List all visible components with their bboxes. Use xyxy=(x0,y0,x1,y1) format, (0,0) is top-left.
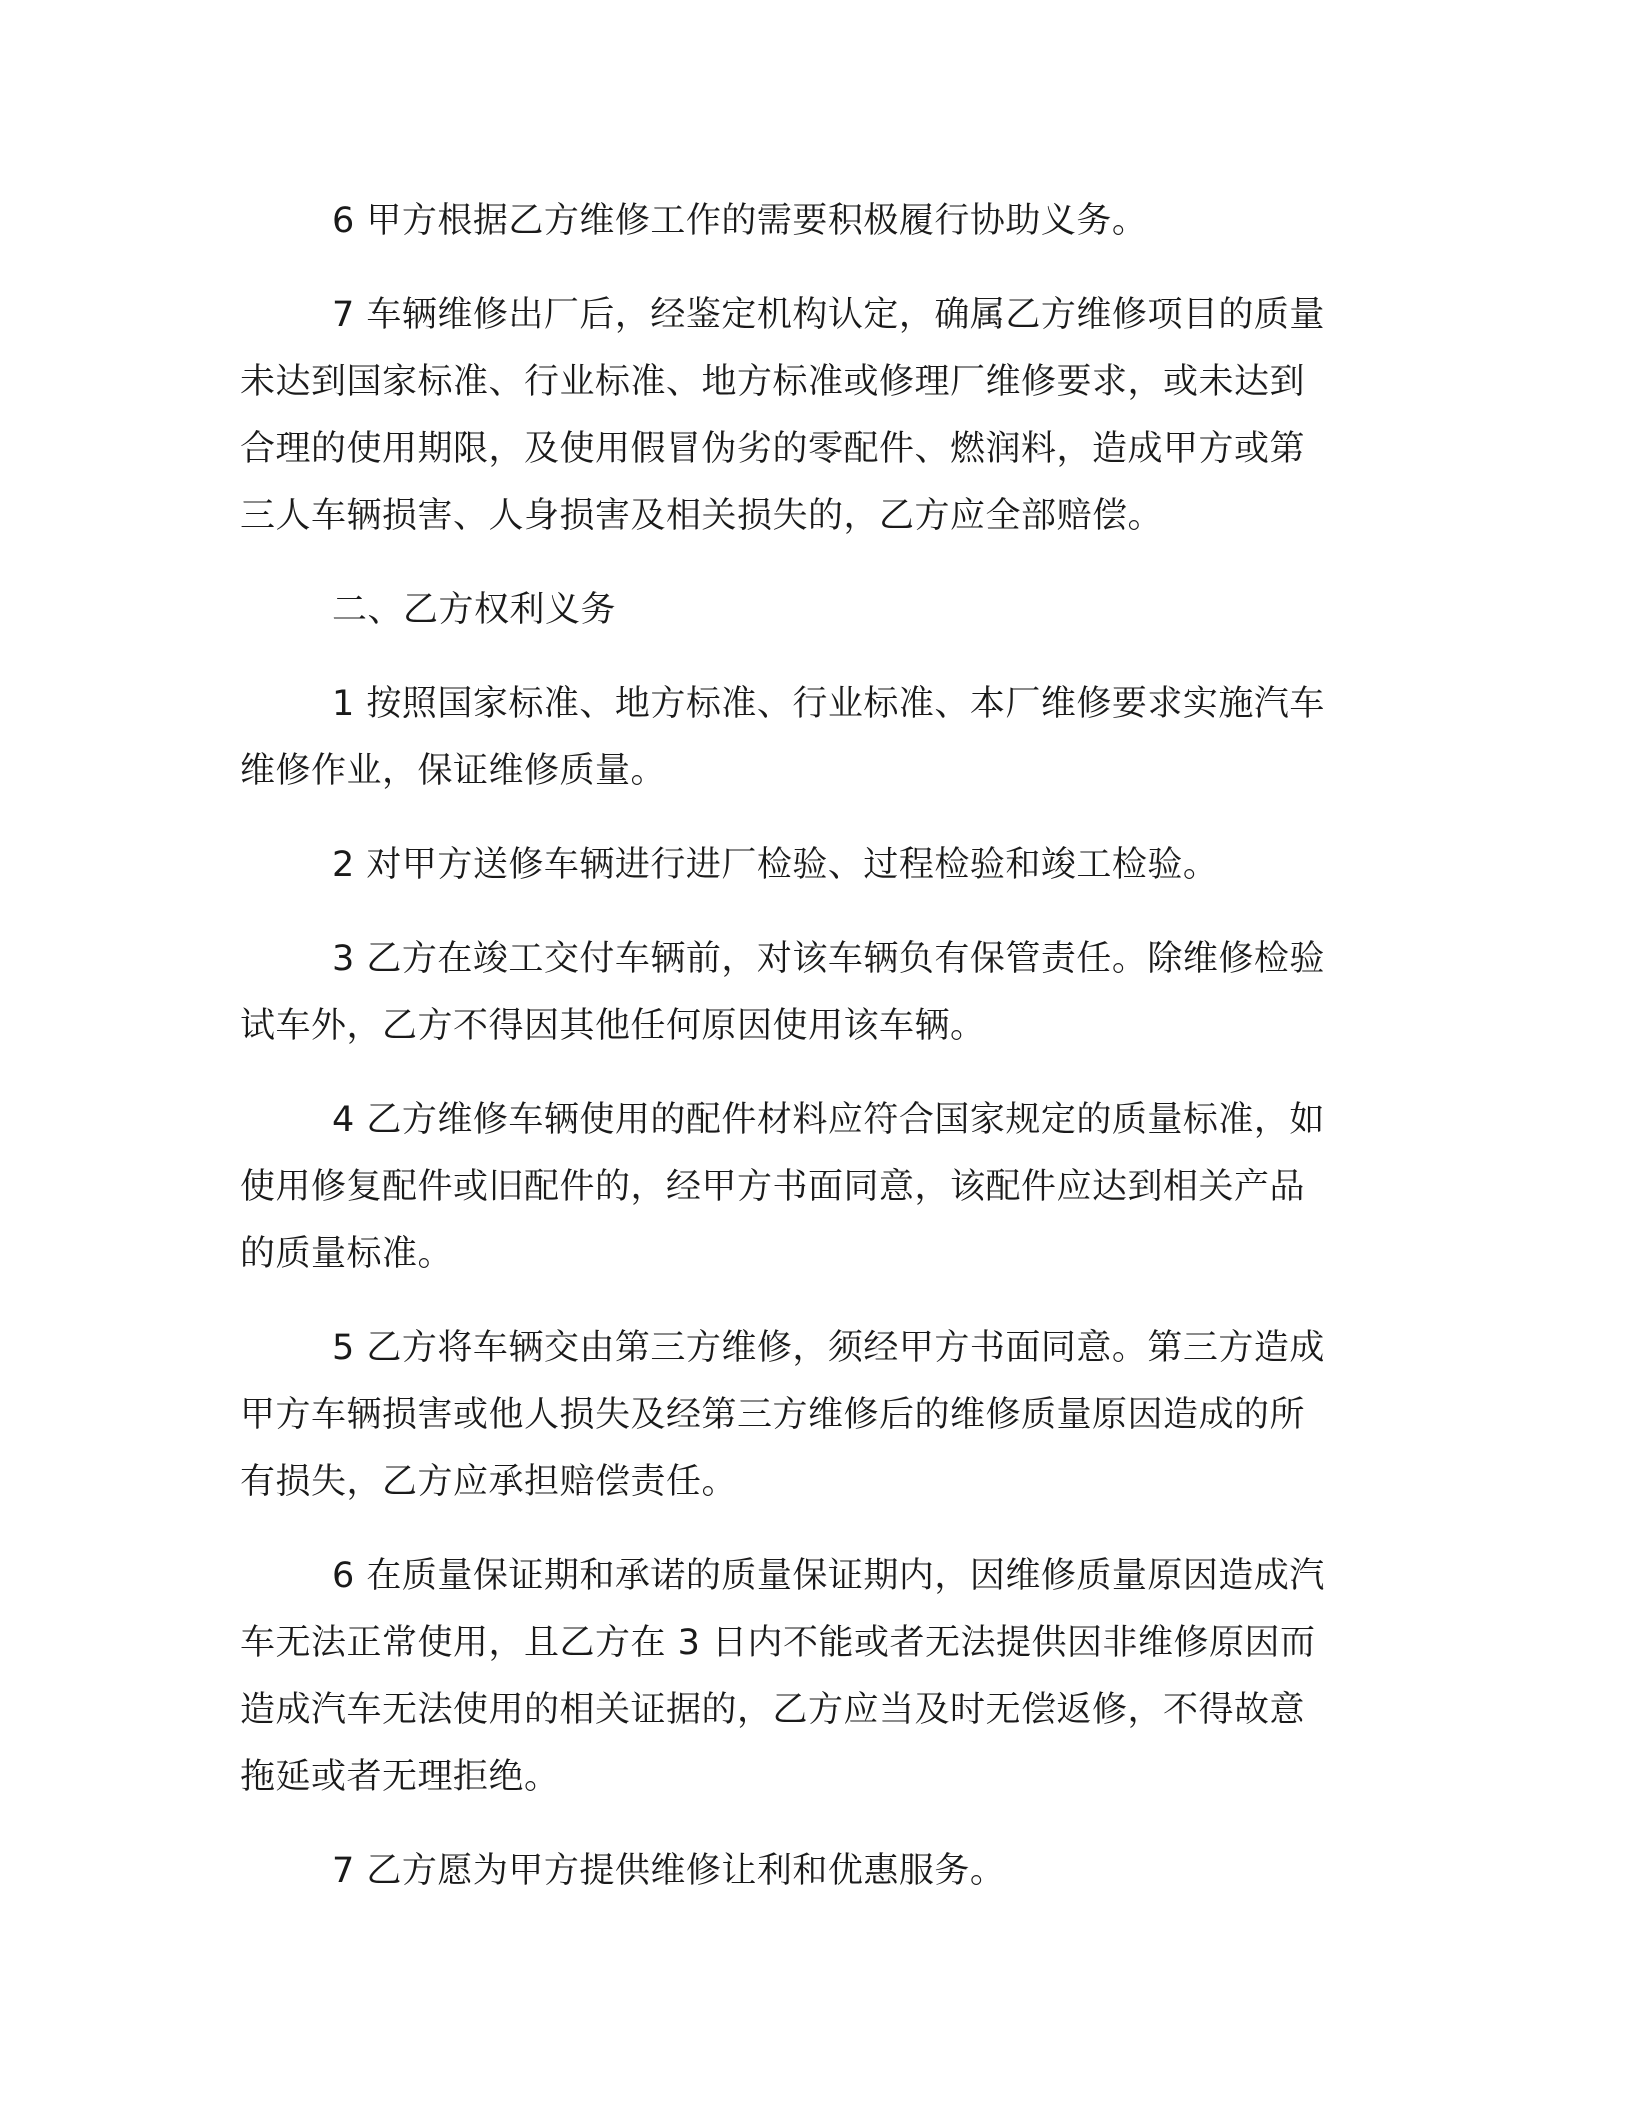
section-heading-party-b-rights xyxy=(240,577,1372,644)
text-line: 试车外，乙方不得因其他任何原因使用该车辆。 xyxy=(240,1006,986,1046)
text-line: 5 乙方将车辆交由第三方维修，须经甲方书面同意。第三方造成 xyxy=(332,1328,1325,1368)
paragraph-party-b-item-6 xyxy=(240,1543,1372,1811)
text-line: 6 在质量保证期和承诺的质量保证期内，因维修质量原因造成汽 xyxy=(332,1556,1325,1596)
paragraph-party-b-item-3 xyxy=(240,926,1372,1060)
text-line: 维修作业，保证维修质量。 xyxy=(240,751,667,791)
text-line: 三人车辆损害、人身损害及相关损失的，乙方应全部赔偿。 xyxy=(240,496,1164,536)
text-line: 未达到国家标准、行业标准、地方标准或修理厂维修要求，或未达到 xyxy=(240,362,1306,402)
text-line: 车无法正常使用，且乙方在 3 日内不能或者无法提供因非维修原因而 xyxy=(240,1623,1316,1663)
paragraph-party-b-item-4 xyxy=(240,1087,1372,1288)
text-line: 合理的使用期限，及使用假冒伪劣的零配件、燃润料，造成甲方或第 xyxy=(240,429,1306,469)
text-line: 造成汽车无法使用的相关证据的，乙方应当及时无偿返修，不得故意 xyxy=(240,1690,1306,1730)
text-line: 7 乙方愿为甲方提供维修让利和优惠服务。 xyxy=(332,1851,1006,1891)
text-line: 3 乙方在竣工交付车辆前，对该车辆负有保管责任。除维修检验 xyxy=(332,939,1325,979)
text-line: 甲方车辆损害或他人损失及经第三方维修后的维修质量原因造成的所 xyxy=(240,1395,1306,1435)
text-line: 7 车辆维修出厂后，经鉴定机构认定，确属乙方维修项目的质量 xyxy=(332,295,1325,335)
paragraph-party-b-item-5 xyxy=(240,1315,1372,1516)
paragraph-party-a-item-6 xyxy=(240,188,1372,255)
text-line: 拖延或者无理拒绝。 xyxy=(240,1757,560,1797)
heading-text: 二、乙方权利义务 xyxy=(332,590,617,630)
paragraph-party-a-item-7 xyxy=(240,282,1372,550)
document-body xyxy=(240,188,1372,1905)
text-line: 4 乙方维修车辆使用的配件材料应符合国家规定的质量标准，如 xyxy=(332,1100,1325,1140)
text-line: 2 对甲方送修车辆进行进厂检验、过程检验和竣工检验。 xyxy=(332,845,1219,885)
paragraph-party-b-item-2 xyxy=(240,832,1372,899)
text-line: 的质量标准。 xyxy=(240,1234,454,1274)
text-line: 6 甲方根据乙方维修工作的需要积极履行协助义务。 xyxy=(332,201,1148,241)
paragraph-party-b-item-7 xyxy=(240,1838,1372,1905)
text-line: 有损失，乙方应承担赔偿责任。 xyxy=(240,1462,738,1502)
text-line: 使用修复配件或旧配件的，经甲方书面同意，该配件应达到相关产品 xyxy=(240,1167,1306,1207)
paragraph-party-b-item-1 xyxy=(240,671,1372,805)
text-line: 1 按照国家标准、地方标准、行业标准、本厂维修要求实施汽车 xyxy=(332,684,1325,724)
